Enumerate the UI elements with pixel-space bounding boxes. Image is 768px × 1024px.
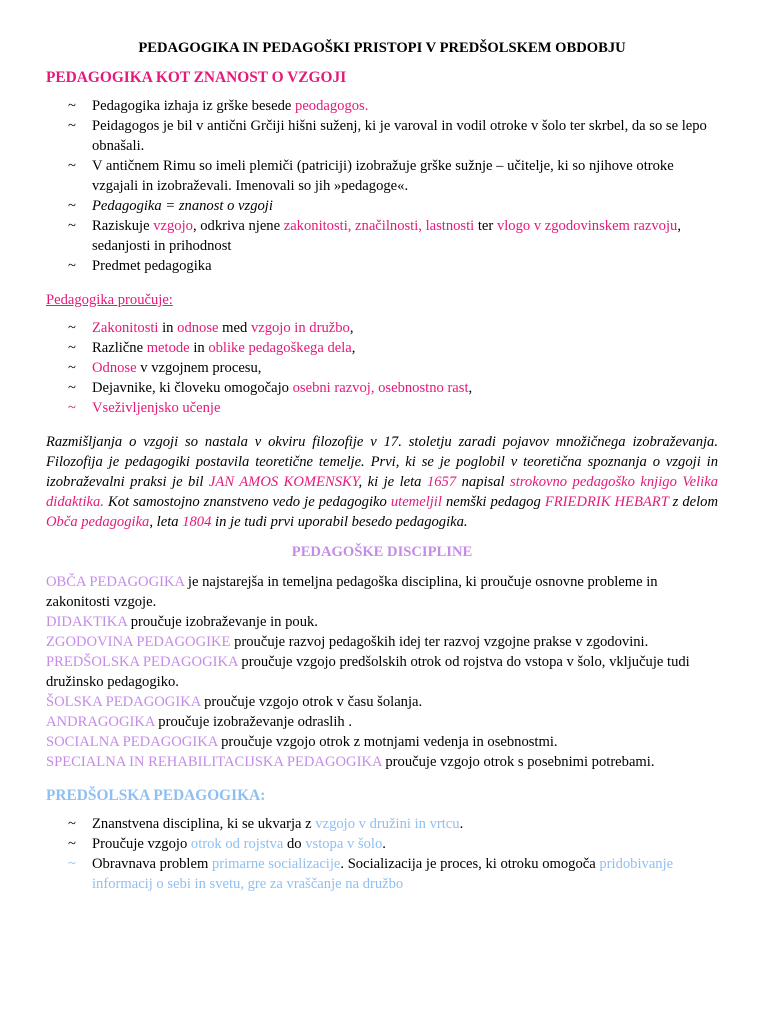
list-item: ~ Proučuje vzgojo otrok od rojstva do vstopa v šolo.: [68, 836, 386, 852]
list-item: SOCIALNA PEDAGOGIKA proučuje vzgojo otrok z motnjami vedenja in osebnostmi.: [46, 734, 558, 750]
section2-list: [46, 318, 718, 418]
list-item: ZGODOVINA PEDAGOGIKE proučuje razvoj pedagoških idej ter razvoj vzgojne prakse v zgodovini.: [46, 634, 649, 650]
list-item: ~ Obravnava problem primarne socializacije. Socializacija je proces, ki otroku omogoča pridobivanje informacij o sebi in svetu, gre za vraščanje na družbo: [68, 856, 674, 892]
section3-list: [46, 814, 718, 894]
list-item: ~ Dejavnike, ki človeku omogočajo osebni razvoj, osebnostno rast,: [68, 380, 473, 396]
list-item: ~ Znanstvena disciplina, ki se ukvarja z vzgojo v družini in vrtcu.: [68, 816, 464, 832]
list-item: SPECIALNA IN REHABILITACIJSKA PEDAGOGIKA proučuje vzgojo otrok s posebnimi potrebami.: [46, 754, 655, 770]
disciplines-list: [46, 572, 718, 772]
section-heading-proucuje: Pedagogika proučuje:: [46, 292, 173, 308]
section1-list: [46, 96, 718, 276]
section-heading-pedagogika: PEDAGOGIKA KOT ZNANOST O VZGOJI: [46, 69, 347, 86]
list-item: ~ Vseživljenjsko učenje: [68, 400, 221, 416]
list-item: ~ Različne metode in oblike pedagoškega dela,: [68, 340, 356, 356]
list-item: ~ V antičnem Rimu so imeli plemiči (patriciji) izobražuje grške sužnje – učitelje, ki so njihove otroke vzgajali in izobraževali. Imenovali so jih »pedagoge«.: [68, 158, 674, 194]
document-title: PEDAGOGIKA IN PEDAGOŠKI PRISTOPI V PREDŠOLSKEM OBDOBJU: [138, 40, 626, 56]
list-item: ~ Odnose v vzgojnem procesu,: [68, 360, 262, 376]
list-item: ANDRAGOGIKA proučuje izobraževanje odraslih .: [46, 714, 352, 730]
list-item: ~ Pedagogika = znanost o vzgoji: [68, 198, 273, 214]
section-heading-predsolska: PREDŠOLSKA PEDAGOGIKA:: [46, 787, 266, 804]
history-paragraph: Razmišljanja o vzgoji so nastala v okviru filozofije v 17. stoletju zaradi pojavov množičnega izobraževanja. Filozofija je pedagogiki postavila teoretične temelje. Prvi, ki se je poglobil v teoretična spoznanja o vzgoji in izobraževalni praksi je bil JAN AMOS KOMENSKY, ki je leta 1657 napisal strokovno pedagoško knjigo Velika didaktika. Kot samostojno znanstveno vedo je pedagogiko utemeljil nemški pedagog FRIEDRIK HEBART z delom Obča pedagogika, leta 1804 in je tudi prvi uporabil besedo pedagogika.: [46, 434, 718, 530]
list-item: ~ Zakonitosti in odnose med vzgojo in družbo,: [68, 320, 354, 336]
list-item: OBČA PEDAGOGIKA je najstarejša in temeljna pedagoška disciplina, ki proučuje osnovne probleme in zakonitosti vzgoje.: [46, 574, 658, 610]
list-item: ~ Predmet pedagogika: [68, 258, 212, 274]
list-item: PREDŠOLSKA PEDAGOGIKA proučuje vzgojo predšolskih otrok od rojstva do vstopa v šolo, vključuje tudi družinsko pedagogiko.: [46, 654, 690, 690]
list-item: ŠOLSKA PEDAGOGIKA proučuje vzgojo otrok v času šolanja.: [46, 694, 423, 710]
list-item: ~ Pedagogika izhaja iz grške besede peodagogos.: [68, 98, 369, 114]
list-item: ~ Raziskuje vzgojo, odkriva njene zakonitosti, značilnosti, lastnosti ter vlogo v zgodovinskem razvoju, sedanjosti in prihodnost: [68, 218, 681, 254]
list-item: ~ Peidagogos je bil v antični Grčiji hišni suženj, ki je varoval in vodil otroke v šolo ter skrbel, da so se lepo obnašali.: [68, 118, 707, 154]
disciplines-heading: PEDAGOŠKE DISCIPLINE: [291, 544, 473, 560]
list-item: DIDAKTIKA proučuje izobraževanje in pouk.: [46, 614, 318, 630]
